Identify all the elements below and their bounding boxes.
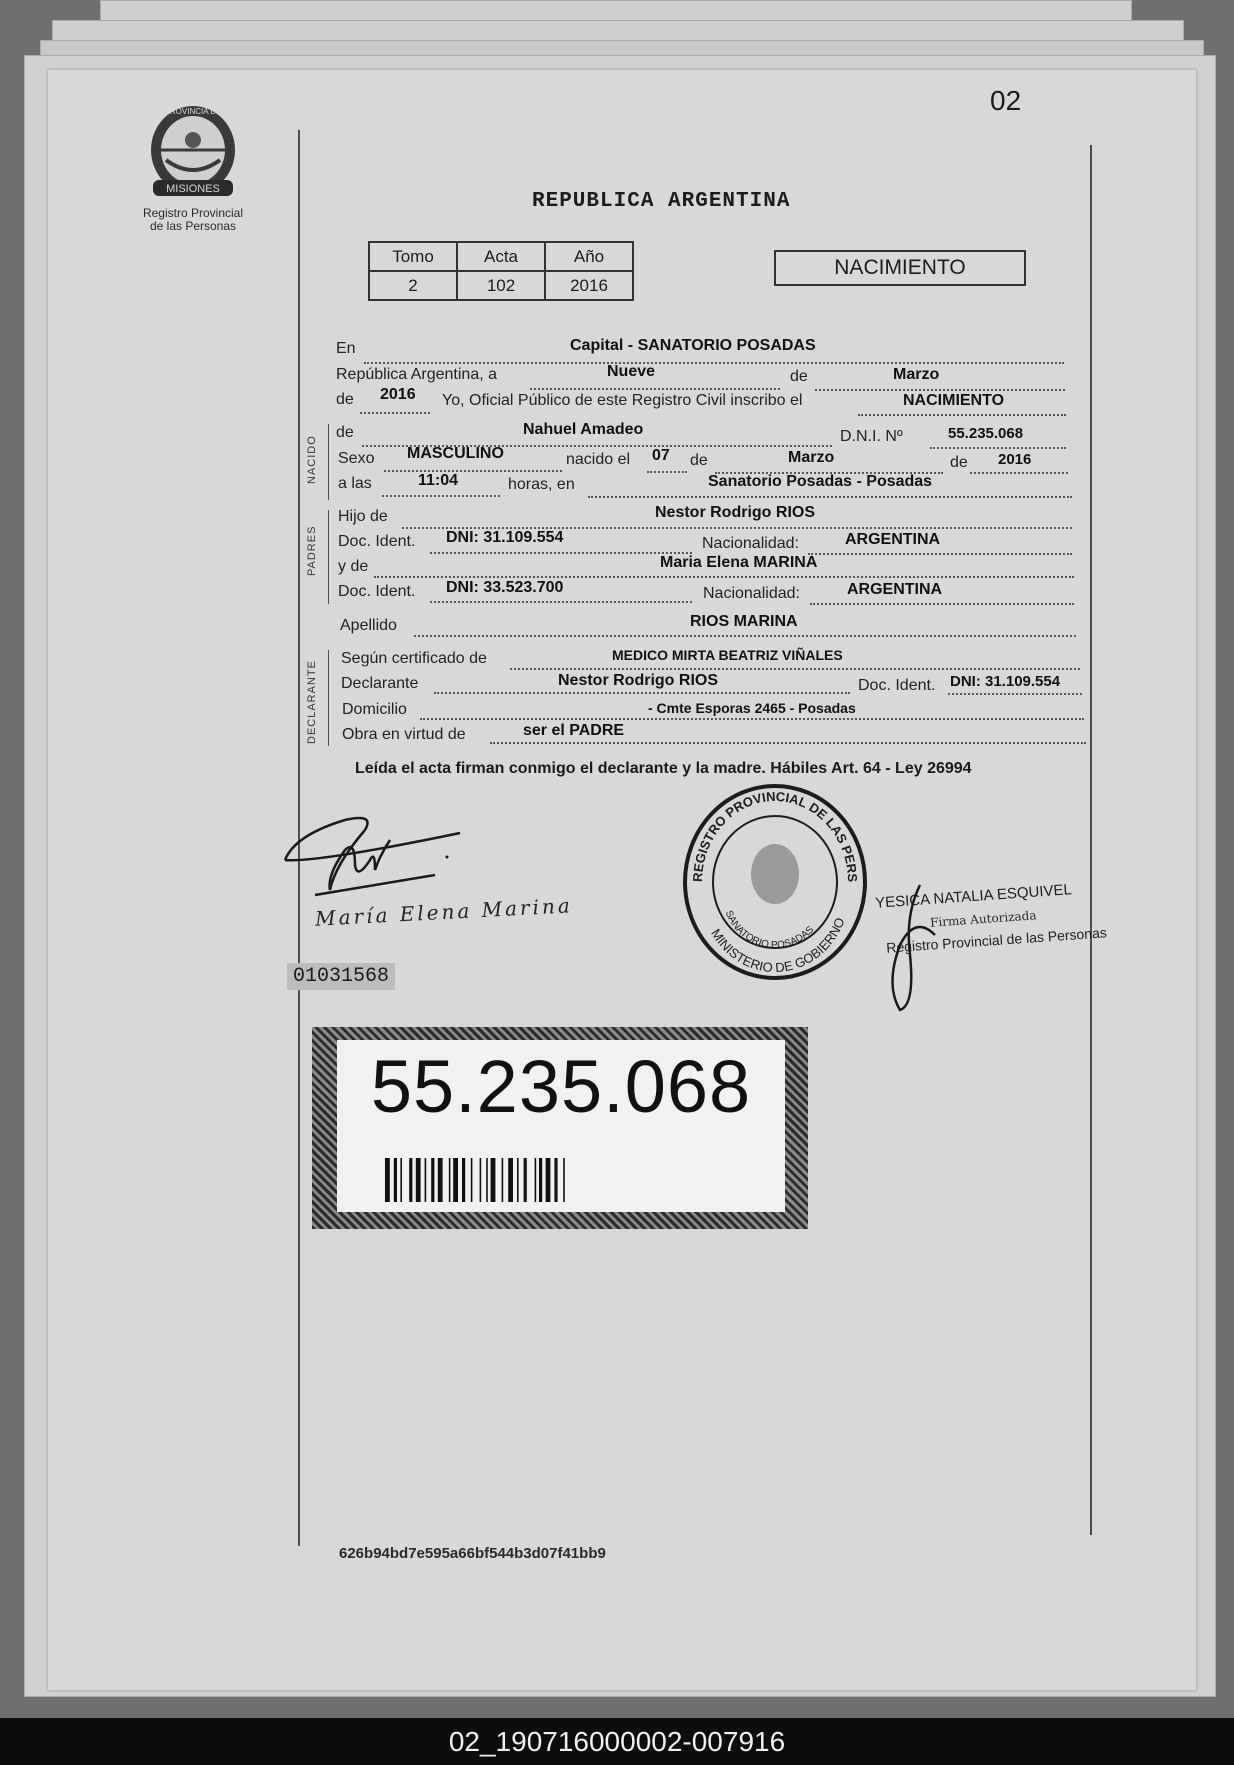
label-de-birth-year: de <box>950 454 968 471</box>
stamp-inner-text: SANATORIO POSADAS <box>722 908 817 952</box>
stamp-outer-text: REGISTRO PROVINCIAL DE LAS PERS <box>689 788 861 883</box>
value-name: Nahuel Amadeo <box>523 421 644 438</box>
official-title: Firma Autorizada <box>929 908 1037 930</box>
dots-mother-nationality <box>810 603 1074 605</box>
barcode-bar <box>491 1158 496 1202</box>
declarante-bracket <box>328 650 329 746</box>
label-sexo: Sexo <box>338 450 375 467</box>
country-heading: REPUBLICA ARGENTINA <box>532 190 791 213</box>
value-certificate: MEDICO MIRTA BEATRIZ VIÑALES <box>612 647 843 663</box>
document-hash: 626b94bd7e595a66bf544b3d07f41bb9 <box>339 1545 606 1562</box>
dots-declarant-doc <box>948 693 1082 695</box>
value-father-nationality: ARGENTINA <box>845 531 941 548</box>
dots-birth-year <box>970 472 1068 474</box>
dots-time <box>382 495 500 497</box>
dots-certificate <box>510 668 1080 670</box>
registry-header-acta: Acta <box>457 242 545 271</box>
label-declarante: Declarante <box>341 675 419 692</box>
barcode-bar <box>400 1158 402 1202</box>
label-de-name: de <box>336 424 354 441</box>
seal-bottom-text: MISIONES <box>166 183 220 195</box>
dots-surname <box>414 635 1076 637</box>
dots-acts-as <box>490 742 1086 744</box>
dots-birth-place <box>588 496 1072 498</box>
page-number: 02 <box>990 85 1022 116</box>
official-office: Registro Provincial de las Personas <box>885 924 1108 956</box>
label-y-de: y de <box>338 558 369 575</box>
side-label-padres: PADRES <box>306 525 318 576</box>
value-dni: 55.235.068 <box>948 425 1024 442</box>
barcode-icon <box>385 1158 685 1202</box>
provincial-seal-icon <box>138 100 248 205</box>
registry-stamp <box>680 782 870 982</box>
barcode-bar <box>394 1158 397 1202</box>
barcode-bar <box>554 1158 557 1202</box>
barcode-bar <box>508 1158 513 1202</box>
barcode-bar <box>416 1158 421 1202</box>
barcode-bar <box>449 1158 451 1202</box>
value-mother: Maria Elena MARINA <box>660 554 818 571</box>
value-acts-as: ser el PADRE <box>523 722 625 739</box>
value-father: Nestor Rodrigo RIOS <box>655 504 816 521</box>
value-birth-day: 07 <box>652 447 670 464</box>
registry-header-anio: Año <box>545 242 633 271</box>
value-mother-doc: DNI: 33.523.700 <box>446 579 564 596</box>
side-label-declarante: DECLARANTE <box>306 660 318 744</box>
dots-dni <box>930 447 1066 449</box>
barcode-bar <box>486 1158 488 1202</box>
barcode-bar <box>563 1158 565 1202</box>
barcode-bar <box>535 1158 537 1202</box>
dots-sex <box>384 470 562 472</box>
stamp-bottom-text: MINISTERIO DE GOBIERNO <box>708 915 848 976</box>
label-domicilio: Domicilio <box>342 701 407 718</box>
label-nacionalidad-father: Nacionalidad: <box>702 535 799 552</box>
barcode-bar <box>517 1158 519 1202</box>
label-de-month: de <box>790 368 808 385</box>
label-a-las: a las <box>338 475 372 492</box>
barcode-bar <box>462 1158 465 1202</box>
value-time: 11:04 <box>418 472 459 489</box>
registry-value-anio: 2016 <box>545 271 633 300</box>
value-sex: MASCULINO <box>407 445 504 462</box>
label-en: En <box>336 340 356 357</box>
label-obra-en-virtud: Obra en virtud de <box>342 726 466 743</box>
barcode-bar <box>438 1158 443 1202</box>
scan-filename: 02_190716000002-007916 <box>0 1718 1234 1765</box>
record-type-box: NACIMIENTO <box>774 250 1026 286</box>
birth-certificate-page <box>48 70 1196 1690</box>
dots-mother-doc <box>430 601 692 603</box>
barcode-bar <box>524 1158 527 1202</box>
official-name: YESICA NATALIA ESQUIVEL <box>874 881 1073 912</box>
declarant-signature-icon <box>275 795 475 905</box>
svg-text:SANATORIO POSADAS <box>723 909 817 951</box>
value-declarant: Nestor Rodrigo RIOS <box>558 672 719 689</box>
right-margin-line <box>1090 145 1092 1535</box>
dots-declarant <box>434 692 850 694</box>
label-doc-ident-declarant: Doc. Ident. <box>858 677 936 694</box>
barcode-bar <box>453 1158 458 1202</box>
label-nacionalidad-mother: Nacionalidad: <box>703 585 800 602</box>
padres-bracket <box>328 510 329 604</box>
label-doc-ident-mother: Doc. Ident. <box>338 583 416 600</box>
value-record: NACIMIENTO <box>903 392 1005 409</box>
label-segun-certificado: Según certificado de <box>341 650 487 667</box>
logo-caption-line2: de las Personas <box>149 219 237 233</box>
value-birth-place: Sanatorio Posadas - Posadas <box>708 473 933 490</box>
value-day-word: Nueve <box>607 363 656 380</box>
label-republica: República Argentina, a <box>336 366 497 383</box>
label-de-birth-month: de <box>690 452 708 469</box>
label-de-year: de <box>336 391 354 408</box>
barcode-bar <box>409 1158 412 1202</box>
label-dni: D.N.I. Nº <box>840 428 903 445</box>
barcode-bar <box>539 1158 542 1202</box>
label-apellido: Apellido <box>340 617 397 634</box>
barcode-bar <box>425 1158 427 1202</box>
value-year: 2016 <box>380 386 416 403</box>
dots-father-doc <box>430 552 692 554</box>
registry-table-value-row <box>369 271 633 300</box>
dots-day <box>530 388 780 390</box>
value-father-doc: DNI: 31.109.554 <box>446 529 564 546</box>
value-birth-month: Marzo <box>788 449 835 466</box>
label-horas-en: horas, en <box>508 476 575 493</box>
dots-father-nationality <box>808 553 1072 555</box>
label-nacido-el: nacido el <box>566 451 631 468</box>
dots-record <box>858 414 1066 416</box>
mother-signature: María Elena Marina <box>314 893 574 931</box>
dots-birth-day <box>647 471 687 473</box>
dni-sticker <box>337 1040 785 1212</box>
nacido-bracket <box>328 424 329 500</box>
side-label-nacido: NACIDO <box>306 435 318 484</box>
registry-value-tomo: 2 <box>369 271 457 300</box>
registry-header-tomo: Tomo <box>369 242 457 271</box>
value-declarant-doc: DNI: 31.109.554 <box>950 673 1061 690</box>
barcode-bar <box>502 1158 504 1202</box>
barcode-bar <box>385 1158 390 1202</box>
reading-note: Leída el acta firman conmigo el declarante y la madre. Hábiles Art. 64 - Ley 26994 <box>355 760 972 777</box>
stamp-seal-icon <box>680 782 870 982</box>
registry-table-header-row <box>369 242 633 271</box>
value-surname: RIOS MARINA <box>690 613 798 630</box>
dots-address <box>420 718 1084 720</box>
value-mother-nationality: ARGENTINA <box>847 581 943 598</box>
dots-place <box>364 362 1064 364</box>
barcode-bar <box>471 1158 473 1202</box>
label-inscribo: Yo, Oficial Público de este Registro Civil inscribo el <box>442 392 803 409</box>
value-address: - Cmte Esporas 2465 - Posadas <box>648 700 856 716</box>
barcode-bar <box>431 1158 434 1202</box>
sticker-dni-number: 55.235.068 <box>370 1045 752 1128</box>
registry-value-acta: 102 <box>457 271 545 300</box>
value-birth-year: 2016 <box>998 451 1032 468</box>
value-place: Capital - SANATORIO POSADAS <box>570 337 816 354</box>
barcode-bar <box>480 1158 482 1202</box>
dots-month <box>815 389 1065 391</box>
dots-mother <box>374 576 1074 578</box>
registry-logo <box>118 100 268 250</box>
seal-top-text: PROVINCIA DE <box>164 107 222 116</box>
logo-caption-line1: Registro Provincial <box>142 206 244 220</box>
label-hijo-de: Hijo de <box>338 508 388 525</box>
registry-table <box>368 241 634 301</box>
value-month: Marzo <box>893 366 940 383</box>
label-serial: 01031568 <box>287 963 395 990</box>
dots-year <box>360 412 430 414</box>
label-doc-ident-father: Doc. Ident. <box>338 533 416 550</box>
barcode-bar <box>546 1158 551 1202</box>
